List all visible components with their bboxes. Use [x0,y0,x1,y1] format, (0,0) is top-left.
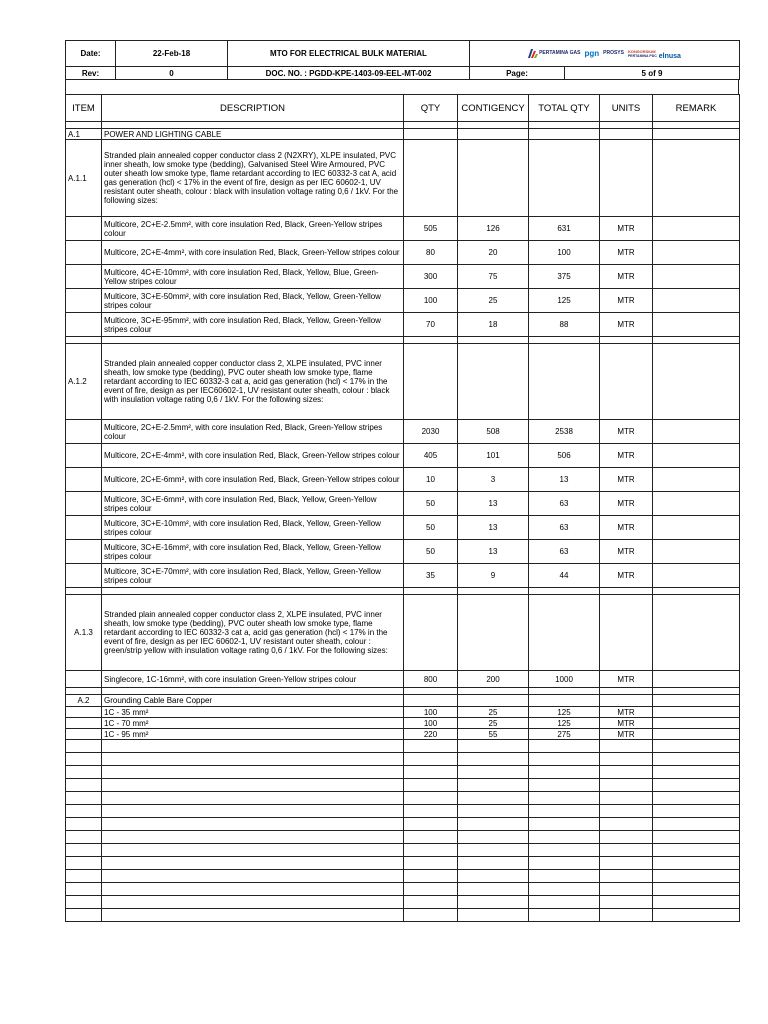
col-item: ITEM [66,95,102,122]
empty-cell [404,818,458,831]
empty-cell [653,753,740,766]
total-qty-cell: 125 [529,718,600,729]
description-cell: Multicore, 3C+E-16mm², with core insulation Red, Black, Yellow, Green-Yellow stripes colour [102,540,404,564]
date-label: Date: [66,41,116,67]
section-a1-row [66,129,740,140]
total-qty-cell: 506 [529,444,600,468]
description-cell: 1C - 70 mm² [102,718,404,729]
description-cell: Multicore, 3C+E-70mm², with core insulation Red, Black, Yellow, Green-Yellow stripes colour [102,564,404,588]
a13-rows [66,671,740,688]
empty-cell [102,844,404,857]
rev-value: 0 [116,67,228,80]
empty-row [66,844,740,857]
item-cell [66,468,102,492]
empty-cell [66,740,102,753]
empty-cell [653,883,740,896]
empty-cell [600,766,653,779]
empty-cell [458,831,529,844]
contingency-cell: 3 [458,468,529,492]
remark-cell [653,289,740,313]
empty-cell [66,818,102,831]
description-cell: 1C - 35 mm² [102,707,404,718]
table-row [66,492,740,516]
empty-cell [529,779,600,792]
empty-cell [529,792,600,805]
empty-cell [653,805,740,818]
qty-cell: 2030 [404,420,458,444]
units-cell: MTR [600,217,653,241]
total-qty-cell: 375 [529,265,600,289]
empty-cell [600,753,653,766]
empty-cell [600,792,653,805]
empty-cell [404,831,458,844]
empty-cell [458,870,529,883]
table-row [66,671,740,688]
remark-cell [653,729,740,740]
table-row [66,265,740,289]
contingency-cell: 25 [458,707,529,718]
item-cell [66,289,102,313]
empty-cell [529,870,600,883]
empty-cell [102,779,404,792]
remark-cell [653,707,740,718]
item-cell [66,707,102,718]
empty-row [66,870,740,883]
contingency-cell: 13 [458,516,529,540]
section-title: POWER AND LIGHTING CABLE [102,129,404,140]
empty-cell [102,740,404,753]
empty-cell [458,779,529,792]
empty-cell [404,753,458,766]
empty-cell [529,896,600,909]
qty-cell: 50 [404,540,458,564]
total-qty-cell: 63 [529,516,600,540]
total-qty-cell: 100 [529,241,600,265]
qty-cell: 50 [404,516,458,540]
prosys-logo: PROSYS [603,50,624,56]
pgn-logo: pgn [584,49,600,58]
qty-cell: 300 [404,265,458,289]
remark-cell [653,313,740,337]
empty-row [66,818,740,831]
item-cell [66,492,102,516]
qty-cell: 80 [404,241,458,265]
item-cell [66,420,102,444]
empty-cell [653,818,740,831]
description-cell: Multicore, 3C+E-95mm², with core insulation Red, Black, Yellow, Green-Yellow stripes colour [102,313,404,337]
empty-cell [404,909,458,922]
empty-cell [653,896,740,909]
empty-cell [653,844,740,857]
qty-cell: 100 [404,707,458,718]
description-cell: Multicore, 3C+E-6mm², with core insulation Red, Black, Yellow, Green-Yellow stripes colour [102,492,404,516]
description-cell: Multicore, 3C+E-50mm², with core insulation Red, Black, Yellow, Green-Yellow stripes colour [102,289,404,313]
empty-cell [458,818,529,831]
empty-cell [600,805,653,818]
contingency-cell: 9 [458,564,529,588]
empty-row [66,740,740,753]
empty-cell [653,909,740,922]
table-row [66,564,740,588]
empty-cell [66,805,102,818]
units-cell: MTR [600,468,653,492]
total-qty-cell: 2538 [529,420,600,444]
date-value: 22-Feb-18 [116,41,228,67]
item-cell [66,265,102,289]
remark-cell [653,671,740,688]
spacer-row [66,122,740,129]
units-cell: MTR [600,420,653,444]
empty-cell [458,857,529,870]
qty-cell: 800 [404,671,458,688]
table-row [66,313,740,337]
empty-cell [404,740,458,753]
contingency-cell: 101 [458,444,529,468]
table-row [66,707,740,718]
doc-number: DOC. NO. : PGDD-KPE-1403-09-EEL-MT-002 [228,67,470,80]
empty-cell [102,896,404,909]
contingency-cell: 25 [458,718,529,729]
empty-cell [66,896,102,909]
empty-cell [529,766,600,779]
empty-cell [66,870,102,883]
col-total-qty: TOTAL QTY [529,95,600,122]
empty-cell [404,857,458,870]
section-spec: Stranded plain annealed copper conductor class 2, XLPE insulated, PVC inner sheath, low smoke type (bedding), PVC outer sheath low smoke type, flame retardant according to IEC 60332-3 cat a, acid gas generation (hcl) < 17% in the event of fire, design as per IEC 60602-1, UV resistant outer sheath, colour : green/strip yellow with insulation voltage rating 0,6 / 1kV. For the following sizes: [102,595,404,671]
total-qty-cell: 631 [529,217,600,241]
contingency-cell: 13 [458,492,529,516]
units-cell: MTR [600,729,653,740]
mto-sheet [65,40,739,922]
empty-cell [458,766,529,779]
section-item: A.1.3 [66,595,102,671]
empty-cell [102,831,404,844]
qty-cell: 35 [404,564,458,588]
empty-cell [458,792,529,805]
header-spacer [65,80,739,94]
item-cell [66,729,102,740]
empty-cell [600,883,653,896]
table-row [66,420,740,444]
units-cell: MTR [600,718,653,729]
empty-cell [102,766,404,779]
item-cell [66,671,102,688]
spacer-row [66,588,740,595]
col-remark: REMARK [653,95,740,122]
empty-cell [529,740,600,753]
contingency-cell: 508 [458,420,529,444]
section-spec: Stranded plain annealed copper conductor class 2 (N2XRY), XLPE insulated, PVC inner sheath, low smoke type (bedding), Galvanised Steel Wire Armoured, PVC outer sheath low smoke type, flame retardant according to IEC 60332-3 cat A, acid gas generation (hcl) < 17% in the event of fire, design as per IEC 60602-1, UV resistant outer sheath, colour : black with insulation voltage rating 0,6 / 1kV. For the following sizes: [102,140,404,217]
item-cell [66,540,102,564]
total-qty-cell: 125 [529,289,600,313]
empty-row [66,857,740,870]
empty-cell [529,909,600,922]
table-row [66,217,740,241]
empty-cell [600,857,653,870]
section-title: Grounding Cable Bare Copper [102,695,404,707]
table-row [66,516,740,540]
empty-cell [653,792,740,805]
description-cell: Multicore, 2C+E-2.5mm², with core insulation Red, Black, Green-Yellow stripes colour [102,217,404,241]
empty-cell [653,740,740,753]
total-qty-cell: 275 [529,729,600,740]
empty-cell [66,792,102,805]
total-qty-cell: 63 [529,492,600,516]
description-cell: Multicore, 2C+E-6mm², with core insulation Red, Black, Green-Yellow stripes colour [102,468,404,492]
empty-cell [600,896,653,909]
description-cell: Multicore, 2C+E-2.5mm², with core insulation Red, Black, Green-Yellow stripes colour [102,420,404,444]
table-row [66,729,740,740]
empty-cell [600,909,653,922]
empty-cell [102,870,404,883]
qty-cell: 10 [404,468,458,492]
logo-cell [470,41,740,67]
col-units: UNITS [600,95,653,122]
section-a2-row [66,695,740,707]
empty-cell [529,831,600,844]
empty-cell [653,831,740,844]
empty-cell [653,766,740,779]
section-item: A.1.2 [66,344,102,420]
col-contingency: CONTIGENCY [458,95,529,122]
empty-row [66,909,740,922]
empty-cell [102,805,404,818]
total-qty-cell: 13 [529,468,600,492]
section-spec: Stranded plain annealed copper conductor class 2, XLPE insulated, PVC inner sheath, low smoke type (bedding), PVC outer sheath low smoke type, flame retardant according to IEC 60332-3 cat a, acid gas generation (hcl) < 17% in the event of fire, design as per IEC60602-1, UV resistant outer sheath, colour : black with insulation voltage rating 0,6 / 1kV. For the following sizes: [102,344,404,420]
section-item: A.2 [66,695,102,707]
empty-cell [404,792,458,805]
empty-cell [458,753,529,766]
col-description: DESCRIPTION [102,95,404,122]
pertamina-gas-logo: PERTAMINA GAS [528,49,580,58]
units-cell: MTR [600,671,653,688]
contingency-cell: 20 [458,241,529,265]
remark-cell [653,540,740,564]
remark-cell [653,444,740,468]
empty-cell [458,805,529,818]
description-cell: 1C - 95 mm² [102,729,404,740]
empty-cell [529,805,600,818]
item-cell [66,313,102,337]
description-cell: Multicore, 2C+E-4mm², with core insulation Red, Black, Green-Yellow stripes colour [102,241,404,265]
empty-row [66,883,740,896]
description-cell: Multicore, 2C+E-4mm², with core insulation Red, Black, Green-Yellow stripes colour [102,444,404,468]
item-cell [66,217,102,241]
empty-cell [458,896,529,909]
contingency-cell: 13 [458,540,529,564]
empty-cell [529,818,600,831]
units-cell: MTR [600,707,653,718]
empty-cell [404,805,458,818]
section-a12-row [66,344,740,420]
empty-cell [653,870,740,883]
total-qty-cell: 63 [529,540,600,564]
qty-cell: 505 [404,217,458,241]
empty-cell [102,883,404,896]
section-item: A.1 [66,129,102,140]
spacer-row [66,688,740,695]
header-table [65,40,740,80]
pertamina-icon [528,49,538,58]
contingency-cell: 55 [458,729,529,740]
a11-rows [66,217,740,337]
empty-cell [404,766,458,779]
item-cell [66,564,102,588]
remark-cell [653,468,740,492]
units-cell: MTR [600,265,653,289]
units-cell: MTR [600,241,653,265]
table-row [66,718,740,729]
remark-cell [653,564,740,588]
empty-cell [404,883,458,896]
empty-row [66,753,740,766]
empty-cell [102,792,404,805]
empty-cell [102,818,404,831]
empty-cell [66,857,102,870]
empty-cell [653,857,740,870]
table-row [66,444,740,468]
empty-cell [600,844,653,857]
empty-cell [66,831,102,844]
a2-rows [66,707,740,740]
item-cell [66,241,102,265]
units-cell: MTR [600,444,653,468]
empty-cell [529,844,600,857]
mto-table [65,94,740,922]
empty-cell [458,909,529,922]
empty-cell [653,779,740,792]
qty-cell: 70 [404,313,458,337]
description-cell: Multicore, 4C+E-10mm², with core insulation Red, Black, Yellow, Blue, Green-Yellow stripes colour [102,265,404,289]
empty-cell [102,753,404,766]
section-a11-row [66,140,740,217]
item-cell [66,718,102,729]
empty-row [66,805,740,818]
empty-cell [404,870,458,883]
remark-cell [653,420,740,444]
empty-cell [529,857,600,870]
remark-cell [653,217,740,241]
units-cell: MTR [600,492,653,516]
table-row [66,289,740,313]
section-item: A.1.1 [66,140,102,217]
description-cell: Multicore, 3C+E-10mm², with core insulation Red, Black, Yellow, Green-Yellow stripes colour [102,516,404,540]
empty-cell [404,779,458,792]
col-qty: QTY [404,95,458,122]
page-label: Page: [470,67,565,80]
qty-cell: 405 [404,444,458,468]
remark-cell [653,718,740,729]
remark-cell [653,265,740,289]
contingency-cell: 200 [458,671,529,688]
page-value: 5 of 9 [565,67,740,80]
empty-cell [529,753,600,766]
qty-cell: 50 [404,492,458,516]
total-qty-cell: 44 [529,564,600,588]
empty-rows [66,740,740,922]
empty-cell [529,883,600,896]
qty-cell: 220 [404,729,458,740]
total-qty-cell: 1000 [529,671,600,688]
contingency-cell: 126 [458,217,529,241]
konsorsium-logo: KONSORSIUM PERTAMINA PDC elnusa [627,48,681,60]
empty-cell [404,896,458,909]
total-qty-cell: 125 [529,707,600,718]
empty-cell [66,883,102,896]
empty-row [66,896,740,909]
table-row [66,468,740,492]
units-cell: MTR [600,289,653,313]
empty-cell [600,779,653,792]
contingency-cell: 25 [458,289,529,313]
units-cell: MTR [600,313,653,337]
empty-row [66,779,740,792]
empty-cell [600,740,653,753]
empty-row [66,831,740,844]
description-cell: Singlecore, 1C-16mm², with core insulation Green-Yellow stripes colour [102,671,404,688]
table-row [66,540,740,564]
column-header-row [66,95,740,122]
item-cell [66,516,102,540]
document-title: MTO FOR ELECTRICAL BULK MATERIAL [228,41,470,67]
contingency-cell: 18 [458,313,529,337]
section-a13-row [66,595,740,671]
remark-cell [653,516,740,540]
empty-cell [458,844,529,857]
empty-cell [66,844,102,857]
remark-cell [653,241,740,265]
rev-label: Rev: [66,67,116,80]
empty-cell [102,909,404,922]
table-row [66,241,740,265]
empty-cell [66,753,102,766]
empty-row [66,766,740,779]
empty-cell [458,883,529,896]
item-cell [66,444,102,468]
remark-cell [653,492,740,516]
units-cell: MTR [600,540,653,564]
empty-cell [66,779,102,792]
spacer-row [66,337,740,344]
empty-cell [66,909,102,922]
empty-cell [600,870,653,883]
empty-cell [66,766,102,779]
empty-cell [600,818,653,831]
total-qty-cell: 88 [529,313,600,337]
units-cell: MTR [600,516,653,540]
empty-cell [600,831,653,844]
empty-cell [458,740,529,753]
empty-cell [404,844,458,857]
qty-cell: 100 [404,718,458,729]
empty-row [66,792,740,805]
qty-cell: 100 [404,289,458,313]
units-cell: MTR [600,564,653,588]
contingency-cell: 75 [458,265,529,289]
a12-rows [66,420,740,588]
empty-cell [102,857,404,870]
